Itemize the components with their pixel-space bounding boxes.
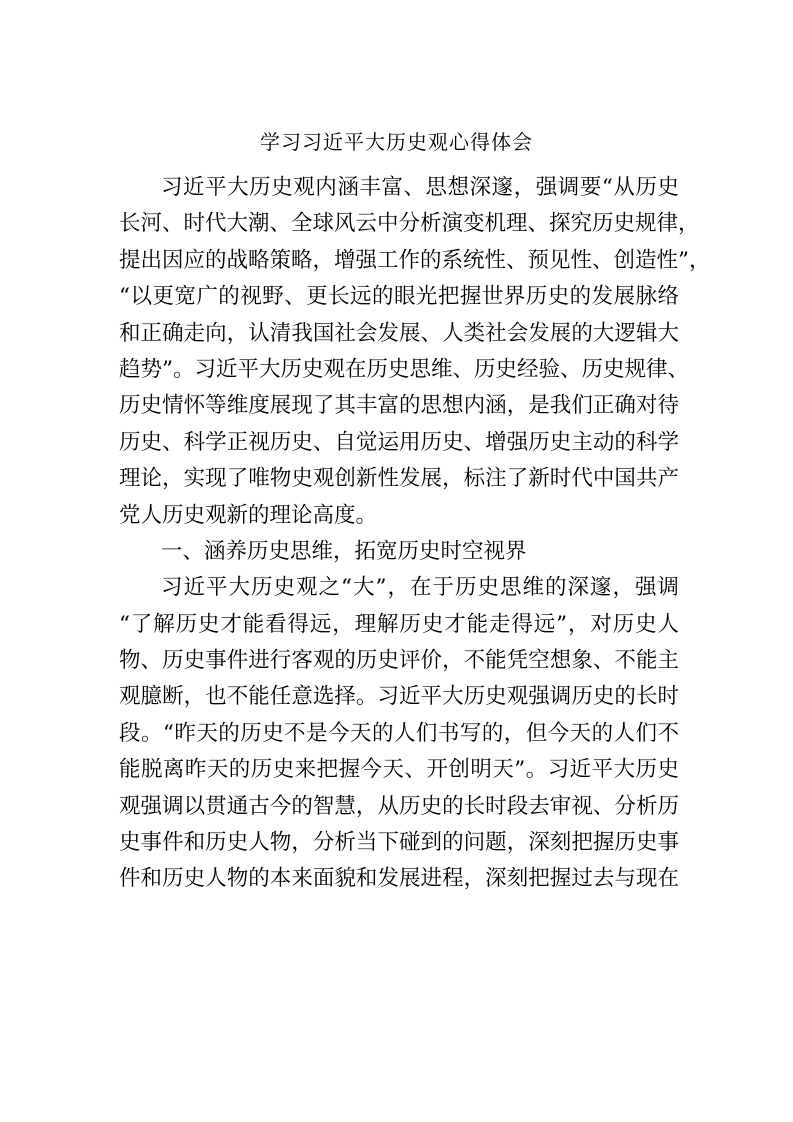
text-line: 习近平大历史观之“大”，在于历史思维的深邃，强调 (161, 575, 679, 601)
text-line: 党人历史观新的理论高度。 (119, 502, 378, 528)
text-line: “了解历史才能看得远，理解历史才能走得远”，对历史人 (119, 611, 679, 637)
text-line: 观臆断，也不能任意选择。习近平大历史观强调历史的长时 (119, 684, 679, 710)
text-line: 习近平大历史观内涵丰富、思想深邃，强调要“从历史 (161, 175, 679, 200)
text-line: 段。“昨天的历史不是今天的人们书写的，但今天的人们不 (119, 720, 679, 746)
text-line: 观强调以贯通古今的智慧，从历史的长时段去审视、分析历 (119, 793, 679, 819)
document-title: 学习习近平大历史观心得体会 (260, 130, 533, 154)
text-line: 和正确走向，认清我国社会发展、人类社会发展的大逻辑大 (119, 320, 679, 346)
text-line: 理论，实现了唯物史观创新性发展，标注了新时代中国共产 (119, 466, 679, 492)
text-line: 历史情怀等维度展现了其丰富的思想内涵，是我们正确对待 (119, 393, 679, 419)
text-line: 物、历史事件进行客观的历史评价，不能凭空想象、不能主 (119, 648, 679, 674)
text-line: 史事件和历史人物，分析当下碰到的问题，深刻把握历史事 (119, 830, 679, 856)
text-line: 历史、科学正视历史、自觉运用历史、增强历史主动的科学 (119, 429, 679, 455)
text-line: 趋势”。习近平大历史观在历史思维、历史经验、历史规律、 (119, 356, 689, 382)
text-line: 提出因应的战略策略，增强工作的系统性、预见性、创造性”， (119, 247, 711, 273)
document-body (119, 170, 711, 898)
section-heading: 一、涵养历史思维，拓宽历史时空视界 (161, 538, 527, 564)
text-line: 件和历史人物的本来面貌和发展进程，深刻把握过去与现在 (119, 866, 679, 892)
text-line: 长河、时代大潮、全球风云中分析演变机理、探究历史规律， (119, 211, 700, 237)
text-line: 能脱离昨天的历史来把握今天、开创明天”。习近平大历史 (119, 757, 679, 783)
text-line: “以更宽广的视野、更长远的眼光把握世界历史的发展脉络 (119, 284, 679, 310)
